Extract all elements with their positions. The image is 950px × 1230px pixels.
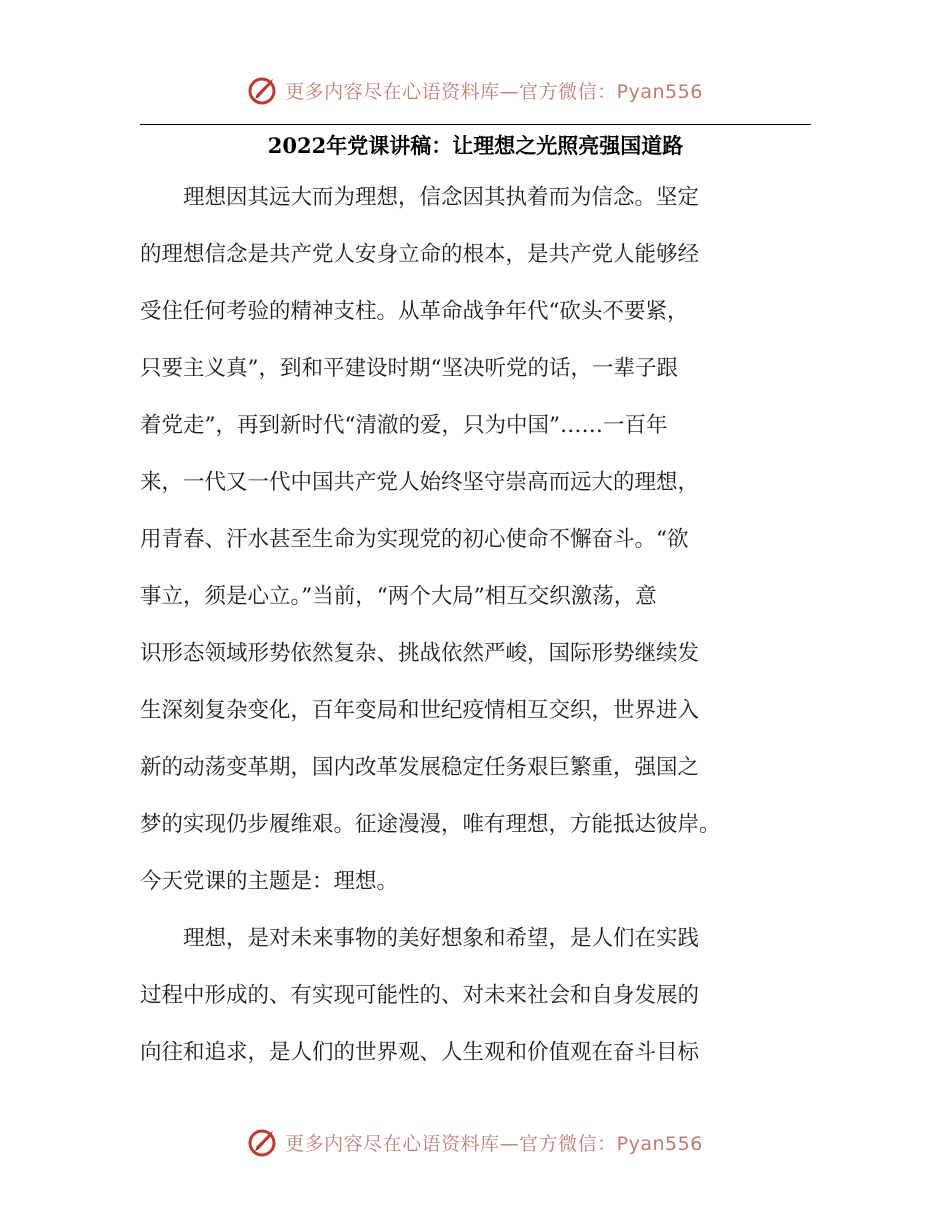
footer-banner bbox=[0, 1120, 950, 1164]
body-line: 理想，是对未来事物的美好想象和希望，是人们在实践 bbox=[140, 926, 700, 951]
body-line: 识形态领域形势依然复杂、挑战依然严峻，国际形势继续发 bbox=[140, 641, 700, 666]
body-line: 用青春、汗水甚至生命为实现党的初心使命不懈奋斗。“欲 bbox=[140, 527, 689, 552]
body-line: 着党走”，再到新时代“清澈的爱，只为中国”……一百年 bbox=[140, 413, 668, 438]
body-line: 受住任何考验的精神支柱。从革命战争年代“砍头不要紧， bbox=[140, 299, 689, 324]
body-line: 事立，须是心立。”当前，“两个大局”相互交织激荡，意 bbox=[140, 584, 657, 609]
header-rule bbox=[140, 124, 811, 125]
document-title: 2022年党课讲稿：让理想之光照亮强国道路 bbox=[267, 133, 684, 158]
body-line: 的理想信念是共产党人安身立命的根本，是共产党人能够经 bbox=[140, 242, 700, 267]
body-line: 理想因其远大而为理想，信念因其执着而为信念。坚定 bbox=[140, 185, 700, 210]
body-line: 只要主义真”，到和平建设时期“坚决听党的话，一辈子跟 bbox=[140, 356, 678, 381]
header-banner bbox=[0, 68, 950, 112]
body-line: 今天党课的主题是：理想。 bbox=[140, 869, 399, 894]
pen-logo-icon bbox=[247, 73, 281, 107]
header-banner-text: 更多内容尽在心语资料库—官方微信：Pyan556 bbox=[285, 80, 703, 103]
body-line: 生深刻复杂变化，百年变局和世纪疫情相互交织，世界进入 bbox=[140, 698, 700, 723]
body-line: 梦的实现仍步履维艰。征途漫漫，唯有理想，方能抵达彼岸。 bbox=[140, 812, 721, 837]
body-line: 向往和追求，是人们的世界观、人生观和价值观在奋斗目标 bbox=[140, 1040, 700, 1065]
body-line: 过程中形成的、有实现可能性的、对未来社会和自身发展的 bbox=[140, 983, 700, 1008]
pen-logo-icon bbox=[247, 1125, 281, 1159]
body-line: 新的动荡变革期，国内改革发展稳定任务艰巨繁重，强国之 bbox=[140, 755, 700, 780]
footer-banner-text: 更多内容尽在心语资料库—官方微信：Pyan556 bbox=[285, 1132, 703, 1155]
body-line: 来，一代又一代中国共产党人始终坚守崇高而远大的理想， bbox=[140, 470, 700, 495]
